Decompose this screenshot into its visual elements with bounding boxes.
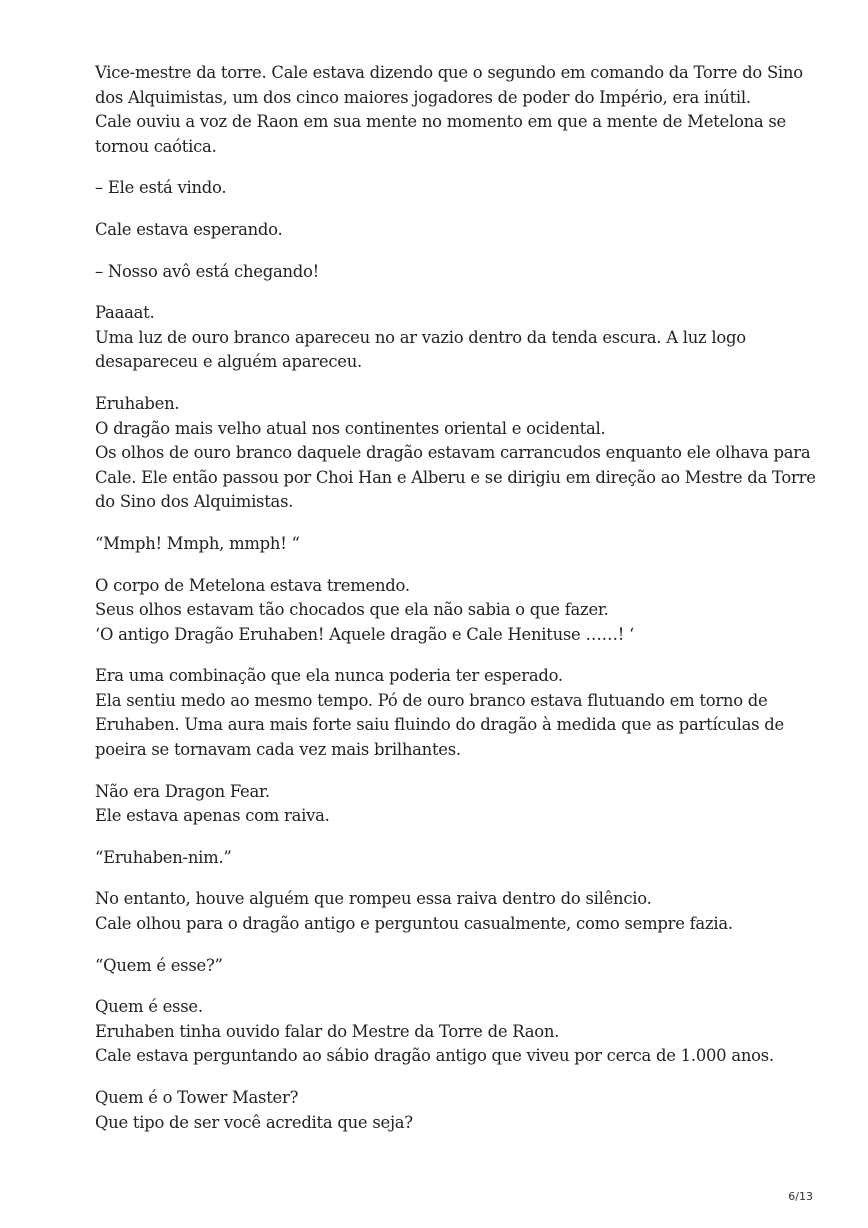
paragraph — [95, 61, 803, 159]
text-line: Os olhos de ouro branco daquele dragão estavam carrancudos enquanto ele olhava para — [95, 443, 811, 463]
text-line: ‘O antigo Dragão Eruhaben! Aquele dragão e Cale Henituse ……! ‘ — [95, 624, 635, 644]
text-line: dos Alquimistas, um dos cinco maiores jogadores de poder do Império, era inútil. — [95, 87, 751, 107]
text-line: Era uma combinação que ela nunca poderia ter esperado. — [95, 666, 563, 686]
paragraph — [95, 532, 795, 557]
text-line: Que tipo de ser você acredita que seja? — [95, 1112, 413, 1132]
text-line: Uma luz de ouro branco apareceu no ar vazio dentro da tenda escura. A luz logo — [95, 327, 746, 347]
text-line: – Nosso avô está chegando! — [95, 261, 320, 281]
text-line: Ele estava apenas com raiva. — [95, 806, 330, 826]
document-body — [95, 61, 816, 1152]
paragraph — [95, 846, 795, 871]
text-line: Quem é esse. — [95, 997, 203, 1017]
text-line: O dragão mais velho atual nos continentes oriental e ocidental. — [95, 418, 606, 438]
text-line: – Ele está vindo. — [95, 178, 227, 198]
text-line: Paaaat. — [95, 303, 155, 323]
text-line: “Mmph! Mmph, mmph! “ — [95, 533, 300, 553]
text-line: No entanto, houve alguém que rompeu essa raiva dentro do silêncio. — [95, 889, 652, 909]
text-line: Ela sentiu medo ao mesmo tempo. Pó de ouro branco estava flutuando em torno de — [95, 690, 768, 710]
text-line: Seus olhos estavam tão chocados que ela não sabia o que fazer. — [95, 600, 609, 620]
text-line: Eruhaben. — [95, 393, 180, 413]
paragraph — [95, 887, 795, 936]
text-line: Eruhaben. Uma aura mais forte saiu fluindo do dragão à medida que as partículas de — [95, 715, 784, 735]
text-line: Não era Dragon Fear. — [95, 781, 270, 801]
paragraph — [95, 995, 795, 1069]
text-line: do Sino dos Alquimistas. — [95, 492, 294, 512]
paragraph — [95, 218, 795, 243]
text-line: tornou caótica. — [95, 136, 217, 156]
text-line: desapareceu e alguém apareceu. — [95, 352, 362, 372]
paragraph — [95, 176, 795, 201]
paragraph — [95, 392, 816, 515]
text-line: Cale estava perguntando ao sábio dragão antigo que viveu por cerca de 1.000 anos. — [95, 1046, 774, 1066]
text-line: poeira se tornavam cada vez mais brilhantes. — [95, 740, 461, 760]
text-line: Cale olhou para o dragão antigo e perguntou casualmente, como sempre fazia. — [95, 914, 733, 934]
paragraph — [95, 1086, 795, 1135]
text-line: O corpo de Metelona estava tremendo. — [95, 575, 410, 595]
text-line: Eruhaben tinha ouvido falar do Mestre da Torre de Raon. — [95, 1021, 560, 1041]
page-number: 6/13 — [788, 1190, 813, 1203]
paragraph — [95, 664, 795, 762]
text-line: Cale estava esperando. — [95, 219, 283, 239]
text-line: Cale ouviu a voz de Raon em sua mente no momento em que a mente de Metelona se — [95, 112, 786, 132]
text-line: Vice-mestre da torre. Cale estava dizendo que o segundo em comando da Torre do Sino — [95, 63, 803, 82]
paragraph — [95, 301, 795, 375]
text-line: Quem é o Tower Master? — [95, 1088, 299, 1107]
paragraph — [95, 954, 795, 979]
text-line: Cale. Ele então passou por Choi Han e Alberu e se dirigiu em direção ao Mestre da Torre — [95, 467, 816, 487]
text-line: “Eruhaben-nim.” — [95, 847, 232, 867]
text-line: “Quem é esse?” — [95, 955, 223, 975]
paragraph — [95, 780, 795, 829]
paragraph — [95, 574, 795, 648]
paragraph — [95, 260, 795, 285]
